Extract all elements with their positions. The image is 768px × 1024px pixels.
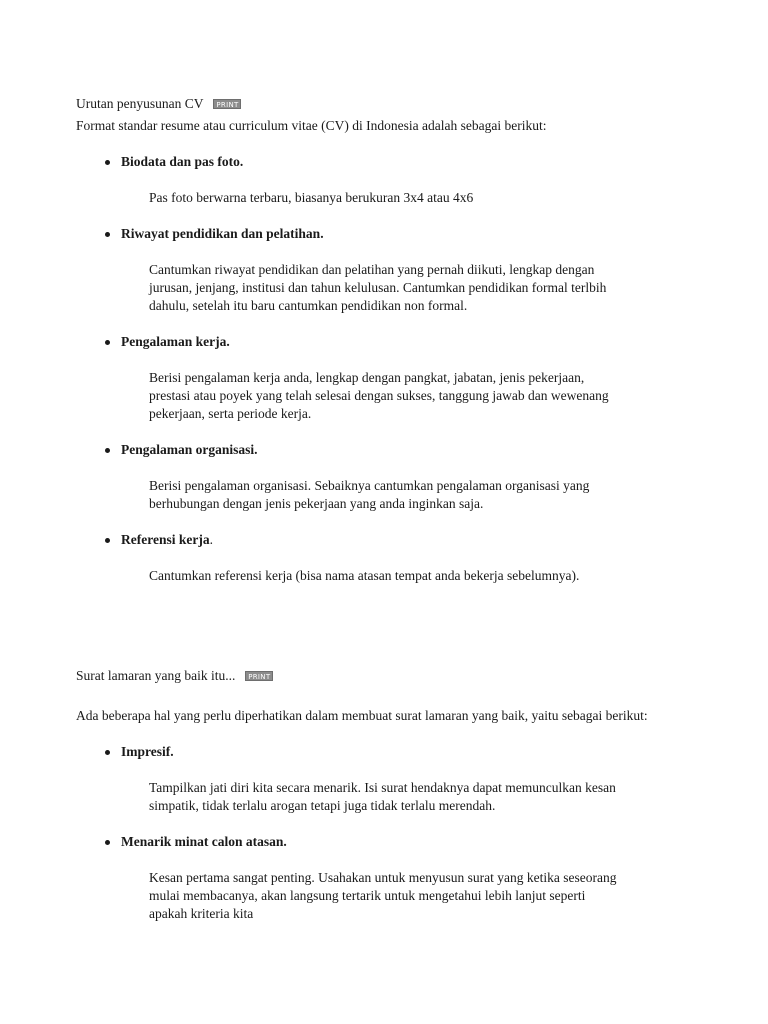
- list-item: [76, 153, 716, 207]
- cv-intro: Format standar resume atau curriculum vitae (CV) di Indonesia adalah sebagai berikut:: [76, 118, 547, 133]
- item-desc: Kesan pertama sangat penting. Usahakan untuk menyusun surat yang ketika seseorang mulai membacanya, akan langsung tertarik untuk mengetahui lebih lanjut seperti apakah kriteria kita: [149, 870, 617, 921]
- cv-heading-line: [76, 95, 716, 113]
- print-button[interactable]: PRINT: [245, 671, 273, 681]
- item-title: Referensi kerja: [121, 532, 210, 547]
- item-desc: Berisi pengalaman kerja anda, lengkap dengan pangkat, jabatan, jenis pekerjaan, prestasi atau poyek yang telah selesai dengan sukses, tanggung jawab dan wewenang pekerjaan, serta periode kerja.: [149, 370, 609, 421]
- item-title: Pengalaman kerja.: [121, 334, 230, 349]
- cv-list: [76, 153, 716, 585]
- surat-intro: Ada beberapa hal yang perlu diperhatikan dalam membuat surat lamaran yang baik, yaitu sebagai berikut:: [76, 708, 648, 723]
- item-title: Menarik minat calon atasan.: [121, 834, 287, 849]
- surat-heading-line: [76, 667, 716, 685]
- cv-heading: Urutan penyusunan CV: [76, 96, 204, 111]
- surat-list: [76, 743, 716, 923]
- surat-heading: Surat lamaran yang baik itu...: [76, 668, 236, 683]
- list-item: [76, 833, 716, 923]
- list-item: [76, 531, 716, 585]
- section-cv: [76, 95, 716, 585]
- item-title: Biodata dan pas foto.: [121, 154, 244, 169]
- list-item: [76, 441, 716, 513]
- list-item: [76, 333, 716, 423]
- item-desc: Cantumkan referensi kerja (bisa nama atasan tempat anda bekerja sebelumnya).: [149, 568, 580, 583]
- item-desc: Tampilkan jati diri kita secara menarik. Isi surat hendaknya dapat memunculkan kesan simpatik, tidak terlalu arogan tetapi juga tidak terlalu merendah.: [149, 780, 616, 813]
- section-surat-lamaran: [76, 667, 716, 923]
- item-title-trail: .: [209, 532, 213, 547]
- item-title: Impresif.: [121, 744, 174, 759]
- item-desc: Pas foto berwarna terbaru, biasanya berukuran 3x4 atau 4x6: [149, 190, 474, 205]
- print-button[interactable]: PRINT: [213, 99, 241, 109]
- item-title: Riwayat pendidikan dan pelatihan.: [121, 226, 324, 241]
- list-item: [76, 225, 716, 315]
- item-desc: Cantumkan riwayat pendidikan dan pelatihan yang pernah diikuti, lengkap dengan jurusan, jenjang, institusi dan tahun kelulusan. Cantumkan pendidikan formal terlbih dahulu, setelah itu baru cantumkan pendidikan non formal.: [149, 262, 607, 313]
- list-item: [76, 743, 716, 815]
- item-title: Pengalaman organisasi.: [121, 442, 258, 457]
- item-desc: Berisi pengalaman organisasi. Sebaiknya cantumkan pengalaman organisasi yang berhubungan dengan jenis pekerjaan yang anda inginkan saja.: [149, 478, 590, 511]
